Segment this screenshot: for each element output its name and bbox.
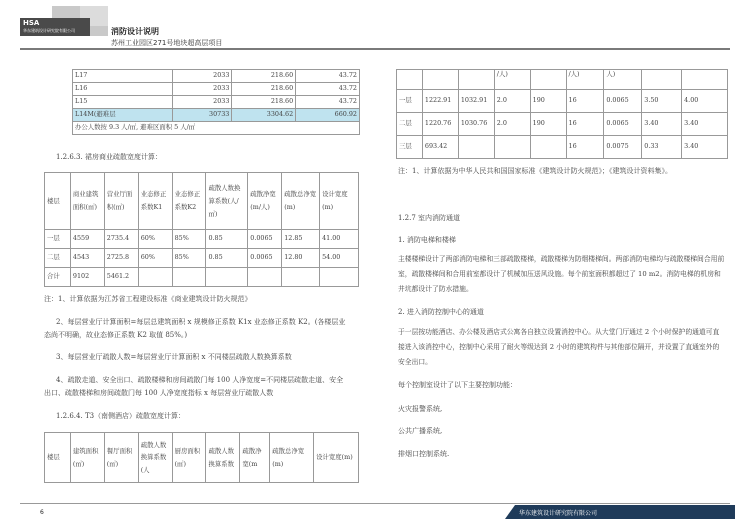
section-title-1263: 1.2.6.3. 裙房商业疏散宽度计算：: [56, 153, 162, 161]
section-title-127: 1.2.7 室内消防通道: [398, 214, 461, 222]
control-intro: 每个控制室设计了以下主要控制功能：: [398, 381, 517, 389]
table-row: L17 2033 218.60 43.72: [73, 70, 360, 83]
note-4b: 出口、疏散楼梯和房间疏散门每 100 人净宽度指标 x 每层营业厅疏散人数: [44, 389, 274, 397]
section-title-1264: 1.2.6.4. T3（南侧酒店）疏散宽度计算：: [56, 412, 186, 420]
item-1-text: 主楼楼梯设计了两部消防电梯和三部疏散楼梯，疏散楼梯为防烟楼梯间。两部消防电梯均与疏散楼梯间合用前室，疏散楼梯间和合用前室都设计了机械加压送风设施。每个前室面积都超过了 10 m2。消防电梯的机房和井坑都设计了防水措施。: [398, 255, 725, 293]
floor-occupancy-table: [72, 69, 360, 135]
header-divider: [20, 48, 730, 50]
function-item: 排烟口控制系统.: [398, 450, 450, 458]
table-row: 一层 1222.91 1032.91 2.0 190 16 0.0065 3.50 4.00: [397, 90, 728, 113]
table-row: L16 2033 218.60 43.72: [73, 83, 360, 96]
table-row: 一层 4559 2735.4 60% 85% 0.85 0.0065 12.85 41.00: [45, 230, 359, 249]
function-item: 公共广播系统,: [398, 427, 443, 435]
item-2-title: 2. 进入消防控制中心的通道: [398, 308, 484, 316]
company-logo: HSA 华东建筑设计研究院有限公司: [20, 18, 90, 36]
note-2b: 态尚不明确，故业态修正系数 K2 取值 85%。): [44, 331, 188, 339]
table-row: 三层 693.42 16 0.0075 0.33 3.40: [397, 136, 728, 159]
footer-divider: [20, 503, 730, 504]
retail-evacuation-table: [44, 172, 359, 287]
table-row: 二层 4543 2725.8 60% 85% 0.85 0.0065 12.80 54.00: [45, 249, 359, 268]
table-row: 二层 1220.76 1030.76 2.0 190 16 0.0065 3.40 3.40: [397, 113, 728, 136]
table-header-row: 楼层 商业建筑面积(㎡) 营业厅面积(㎡) 业态修正系数K1 业态修正系数K2 疏散人数换算系数(人/㎡) 疏散净宽(m/人) 疏散总净宽(m) 设计宽度(m): [45, 173, 359, 230]
hotel-evacuation-table: [44, 432, 359, 483]
footer-company-bar: [505, 505, 735, 519]
table-header-row: 楼层 建筑面积(㎡) 餐厅面积(㎡) 疏散人数换算系数(人 厨房面积(㎡) 疏散人数换算系数 疏散净宽(m 疏散总净宽(m) 设计宽度(m): [45, 433, 359, 483]
function-item: 火灾报警系统,: [398, 405, 443, 413]
footer-company-name: 华东建筑设计研究院有限公司: [519, 510, 598, 517]
table-row-total: 合计 9102 5461.2: [45, 268, 359, 287]
footer-decor-triangle: [505, 505, 515, 519]
item-1-title: 1. 消防电梯和楼梯: [398, 236, 456, 244]
item-2-text: 于一层按功能酒店、办公楼及酒店式公寓各自独立设置消控中心。从大堂门厅通过 2 个小时保护的通道可直接进入该消控中心，控制中心采用了耐火等级达到 2 小时的建筑构件与其他部位隔开，并设置了直通室外的安全出口。: [398, 328, 720, 366]
note-3: 3、每层营业厅疏散人数=每层营业厅计算面积 x 不同楼层疏散人数换算系数: [56, 353, 292, 361]
hotel-evacuation-table-continued: [396, 69, 728, 159]
document-title: 消防设计说明: [111, 27, 159, 36]
table-note-row: 办公人数按 9.3 人/㎡, 避难区面积 5 人/㎡: [73, 122, 360, 135]
table-header-row: /人) /人) 人): [397, 70, 728, 90]
table-row: L15 2033 218.60 43.72: [73, 96, 360, 109]
page-number: 6: [40, 509, 44, 516]
note-4a: 4、疏散走道、安全出口、疏散楼梯和房间疏散门每 100 人净宽度=不同楼层疏散走道、安全: [56, 376, 344, 384]
note-2a: 2、每层营业厅计算面积=每层总建筑面积 x 规模修正系数 K1x 业态修正系数 K2。(各楼层业: [56, 318, 346, 326]
project-name: 苏州工业园区271号地块超高层项目: [111, 39, 223, 47]
right-table-note: 注：1、计算依据为中华人民共和国国家标准《建筑设计防火规范》；《建筑设计资料集》。: [398, 167, 672, 175]
table-row-highlighted: L14M(避难层 30733 3304.62 660.92: [73, 109, 360, 122]
note-1: 注：1、计算依据为江苏省工程建设标准《商业建筑设计防火规范》: [44, 295, 252, 303]
